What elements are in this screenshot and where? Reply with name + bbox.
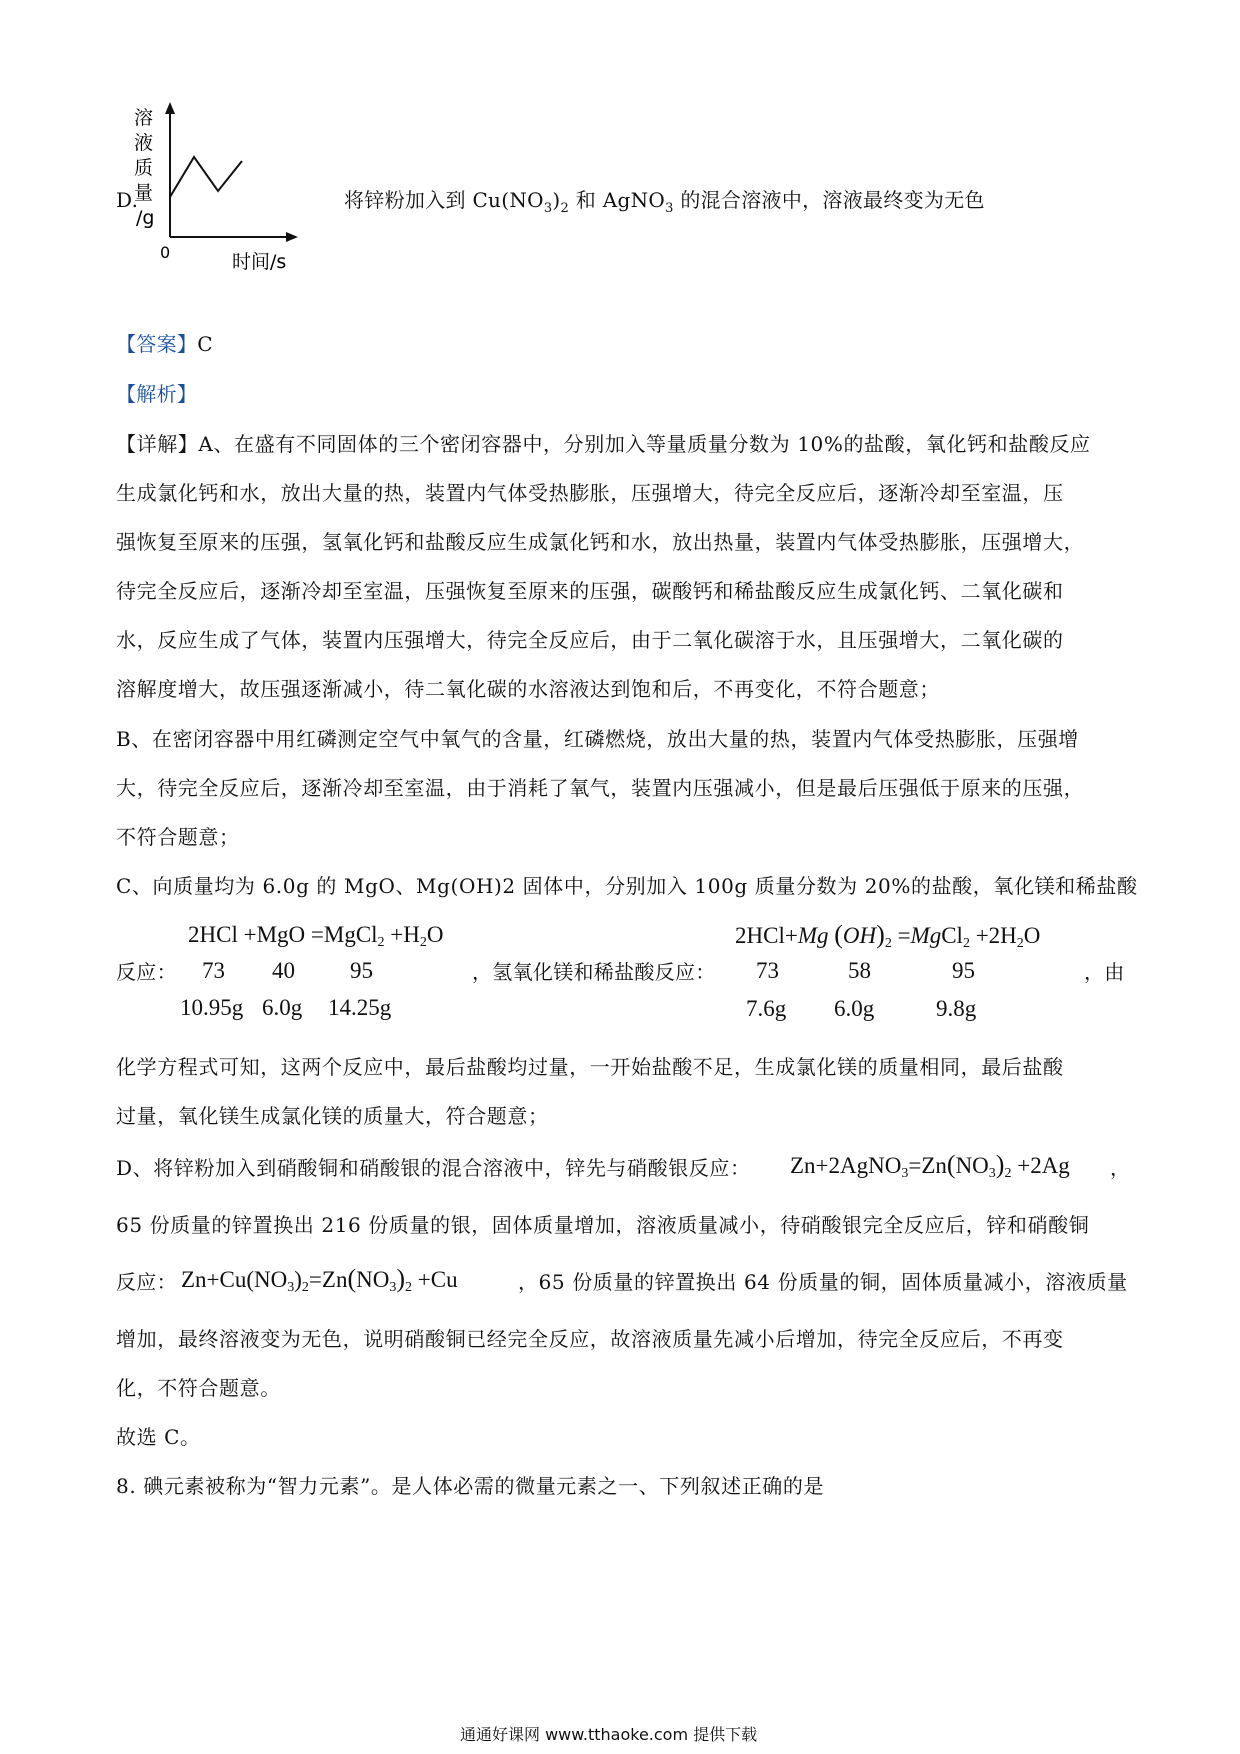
eq-term: =Zn — [908, 1153, 947, 1178]
y-axis-label-char: 液 — [134, 132, 154, 154]
eq2-mass: 58 — [848, 958, 871, 983]
eq-term: Zn+2AgNO — [790, 1153, 902, 1178]
eq2-mass: 95 — [952, 958, 975, 983]
d-line: 化，不符合题意。 — [116, 1376, 281, 1400]
paren: ) — [876, 920, 885, 949]
origin-label: 0 — [160, 243, 171, 262]
series-line — [170, 157, 242, 197]
subscript: 2 — [419, 935, 427, 950]
detail-line: 待完全反应后，逐渐冷却至室温，压强恢复至原来的压强，碳酸钙和稀盐酸反应生成氯化钙、二氧化碳和 — [116, 579, 1064, 603]
eq-term: =Zn — [308, 1267, 348, 1292]
eq-term: OH — [842, 923, 877, 948]
comma: ， — [1110, 1156, 1131, 1180]
eq2-mass: 73 — [756, 958, 779, 983]
y-axis-label-char: /g — [136, 207, 155, 229]
eq-term: +H — [384, 922, 420, 947]
x-axis-label: 时间/s — [232, 251, 287, 272]
eq2-actual: 9.8g — [936, 996, 977, 1021]
y-axis-label-char: 质 — [134, 157, 154, 179]
eq-term: NO — [356, 1267, 390, 1292]
eq-term: +MgO — [243, 922, 306, 947]
d-line: D、将锌粉加入到硝酸铜和硝酸银的混合溶液中，锌先与硝酸银反应： — [116, 1156, 751, 1180]
subscript: 3 — [901, 1166, 909, 1181]
d-line: 增加，最终溶液变为无色，说明硝酸铜已经完全反应，故溶液质量先减小后增加，待完全反应后，不再变 — [116, 1327, 1064, 1351]
detail-line: 【详解】A、在盛有不同固体的三个密闭容器中，分别加入等量质量分数为 10%的盐酸，氧化钙和盐酸反应 — [116, 432, 1091, 456]
eq-term: Zn+Cu(NO — [181, 1267, 288, 1292]
equation-zn-agno3 — [790, 1152, 1070, 1187]
subscript: 2 — [560, 201, 570, 216]
c-tail-text: ，由 — [1084, 960, 1125, 984]
subscript: 2 — [405, 1280, 413, 1295]
eq1-mass: 40 — [272, 958, 295, 983]
paren: ( — [834, 920, 843, 949]
eq1-mass: 95 — [350, 958, 373, 983]
c-conclusion-line: 过量，氧化镁生成氯化镁的质量大，符合题意； — [116, 1104, 549, 1128]
statement-text: ) — [552, 188, 561, 212]
c-mid-text: ，氢氧化镁和稀盐酸反应： — [472, 960, 716, 984]
question-8: 8. 碘元素被称为“智力元素”。是人体必需的微量元素之一、下列叙述正确的是 — [116, 1474, 825, 1498]
eq-term: O — [426, 922, 444, 947]
subscript: 2 — [1016, 936, 1024, 951]
detail-line: 生成氯化钙和水，放出大量的热，装置内气体受热膨胀，压强增大，待完全反应后，逐渐冷却至室温，压 — [116, 481, 1064, 505]
statement-text: 的混合溶液中，溶液最终变为无色 — [673, 188, 985, 212]
eq-term: O — [1023, 923, 1041, 948]
eq-term: =MgCl — [310, 922, 378, 947]
detail-line: 水，反应生成了气体，装置内压强增大，待完全反应后，由于二氧化碳溶于水，且压强增大，二氧化碳的 — [116, 628, 1064, 652]
c-conclusion-line: 化学方程式可知，这两个反应中，最后盐酸均过量，一开始盐酸不足，生成氯化镁的质量相同，最后盐酸 — [116, 1055, 1064, 1079]
eq-term: +2Ag — [1011, 1153, 1070, 1178]
paren: ( — [946, 1150, 956, 1179]
mass-time-chart — [130, 102, 310, 272]
subscript: 3 — [389, 1280, 397, 1295]
subscript: 3 — [543, 201, 553, 216]
option-letter: D. — [116, 188, 139, 212]
eq-term: Mg — [797, 923, 829, 948]
option-d-statement — [344, 188, 985, 221]
answer-tag: 【答案】 — [116, 332, 198, 356]
subscript: 3 — [988, 1166, 996, 1181]
subscript: 2 — [884, 936, 892, 951]
y-axis-label-char: 溶 — [134, 107, 154, 129]
b-line: 大，待完全反应后，逐渐冷却至室温，由于消耗了氧气，装置内压强减小，但是最后压强低于原来的压强， — [116, 776, 1085, 800]
eq1-actual: 10.95g — [180, 995, 244, 1020]
detail-line: 强恢复至原来的压强，氢氧化钙和盐酸反应生成氯化钙和水，放出热量，装置内气体受热膨胀，压强增大， — [116, 530, 1085, 554]
subscript: 3 — [287, 1280, 295, 1295]
equation-zn-cuno3 — [181, 1266, 458, 1301]
eq2-actual: 7.6g — [746, 996, 787, 1021]
y-axis-arrow — [165, 102, 175, 114]
eq1-mass: 73 — [202, 958, 225, 983]
eq-term: Cl — [941, 923, 963, 948]
paren: ) — [396, 1264, 406, 1293]
page-footer: 通通好课网 www.tthaoke.com 提供下载 — [460, 1725, 758, 1744]
b-line: 不符合题意； — [116, 825, 240, 849]
subscript: 3 — [665, 201, 674, 216]
eq1-actual: 14.25g — [328, 995, 392, 1020]
eq-term: NO — [955, 1153, 989, 1178]
y-axis-label — [134, 107, 154, 229]
x-axis-arrow — [286, 232, 298, 242]
answer-line — [116, 332, 213, 356]
eq2-actual: 6.0g — [834, 996, 875, 1021]
equation-mgo — [188, 922, 444, 956]
eq-term: 2HCl+ — [735, 923, 798, 948]
eq-term: = — [897, 923, 911, 948]
paren: ) — [995, 1150, 1005, 1179]
y-axis-label-char: 量 — [134, 182, 154, 204]
subscript: 2 — [377, 935, 385, 950]
subscript: 2 — [962, 936, 970, 951]
eq-term: +2H — [969, 923, 1017, 948]
analysis-tag: 【解析】 — [116, 382, 198, 406]
paren: ( — [347, 1264, 357, 1293]
eq-term: Mg — [910, 923, 942, 948]
reaction-lead: 反应： — [116, 960, 177, 984]
eq-term: 2HCl — [188, 922, 238, 947]
c-intro: C、向质量均为 6.0g 的 MgO、Mg(OH)2 固体中，分别加入 100g 质量分数为 20%的盐酸，氧化镁和稀盐酸 — [116, 874, 1138, 898]
eq1-actual: 6.0g — [262, 995, 303, 1020]
answer-value: C — [197, 332, 213, 356]
statement-text: 和 AgNO — [569, 188, 666, 212]
select-line: 故选 C。 — [116, 1425, 201, 1449]
detail-line: 溶解度增大，故压强逐渐减小，待二氧化碳的水溶液达到饱和后，不再变化，不符合题意； — [116, 677, 940, 701]
eq-term: ) — [294, 1267, 302, 1292]
d-line3-tail: ，65 份质量的锌置换出 64 份质量的铜，固体质量减小，溶液质量 — [518, 1270, 1128, 1294]
b-line: B、在密闭容器中用红磷测定空气中氧气的含量，红磷燃烧，放出大量的热，装置内气体受热膨胀，压强增 — [116, 727, 1079, 751]
d-line: 65 份质量的锌置换出 216 份质量的银，固体质量增加，溶液质量减小，待硝酸银完全反应后，锌和硝酸铜 — [116, 1213, 1090, 1237]
statement-text: 将锌粉加入到 Cu(NO — [344, 188, 544, 212]
d-line3-lead: 反应： — [116, 1270, 177, 1294]
subscript: 2 — [1004, 1166, 1012, 1181]
equation-mgoh2 — [735, 922, 1040, 957]
subscript: 2 — [301, 1280, 309, 1295]
eq-term: +Cu — [412, 1267, 458, 1292]
